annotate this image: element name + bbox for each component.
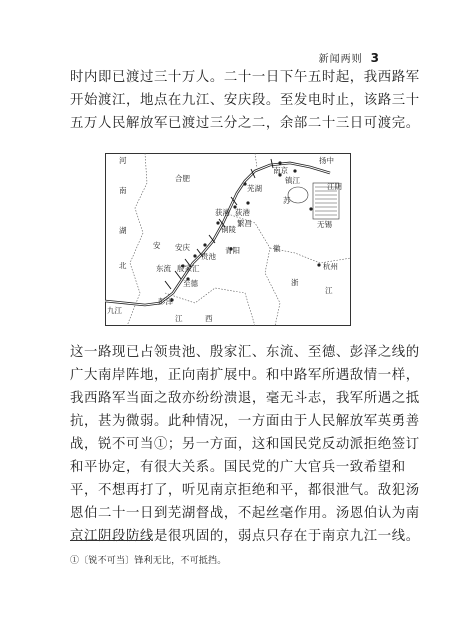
map-label: 河 bbox=[119, 156, 127, 165]
map-label: 彭泽 bbox=[158, 297, 173, 306]
map-label: 合肥 bbox=[175, 174, 190, 183]
text-line: 我西路军当面之敌亦纷纷溃退，毫无斗志，我军所遇之抵 bbox=[70, 391, 420, 406]
text-line: 这一路现已占领贵池、殷家汇、东流、至德、彭泽之线的 bbox=[70, 345, 420, 360]
text-line: 平，不想再打了，听见南京拒绝和平，都很泄气。敌犯汤 bbox=[70, 483, 420, 498]
map-label: 芜湖 bbox=[247, 184, 262, 193]
running-header bbox=[319, 50, 380, 65]
map-label: 荻港 bbox=[235, 208, 250, 217]
map-label: 湖 bbox=[119, 226, 127, 235]
map-label: 至德 bbox=[183, 279, 198, 288]
map-label: 镇江 bbox=[285, 176, 300, 185]
map-label: 获港 bbox=[215, 208, 230, 217]
text-line: 开始渡江，地点在九江、安庆段。至发电时止，该路三十 bbox=[70, 93, 420, 108]
map-label: 安 bbox=[153, 241, 161, 250]
text-line: 和平协定，有很大关系。国民党的广大官兵一致希望和 bbox=[70, 460, 406, 475]
paragraph-1 bbox=[70, 66, 420, 135]
map-label: 贵池 bbox=[201, 252, 216, 261]
page-number: 3 bbox=[370, 51, 380, 65]
map-label: 九江 bbox=[107, 306, 122, 315]
map-label: 徽 bbox=[273, 244, 281, 253]
footnote: ①〔锐不可当〕锋利无比，不可抵挡。 bbox=[70, 556, 227, 566]
paragraph-2 bbox=[70, 341, 420, 548]
map-label: 江阴 bbox=[327, 182, 342, 191]
map-label: 浙 bbox=[291, 278, 299, 287]
map-label: 无锡 bbox=[317, 220, 332, 229]
text-line: 战，锐不可当①；另一方面，这和国民党反动派拒绝签订 bbox=[70, 437, 420, 452]
map-label: 西 bbox=[205, 314, 213, 323]
lake bbox=[288, 187, 308, 203]
map-label: 殷家汇 bbox=[177, 264, 200, 273]
map-label: 扬中 bbox=[319, 156, 334, 165]
map-label: 铜陵 bbox=[221, 225, 236, 234]
map-label: 江 bbox=[325, 286, 333, 295]
map-label: 东流 bbox=[156, 264, 171, 273]
text-line: 抗，甚为微弱。此种情况，一方面由于人民解放军英勇善 bbox=[70, 414, 420, 429]
map-label: 江 bbox=[175, 314, 183, 323]
map-label: 苏 bbox=[283, 196, 291, 205]
map-label: 青阳 bbox=[225, 246, 240, 255]
header-title: 新闻两则 bbox=[318, 54, 363, 65]
map-label: 安庆 bbox=[175, 243, 190, 252]
map-label: 南京 bbox=[273, 166, 288, 175]
map-label: 北 bbox=[119, 261, 127, 270]
text-line: 五万人民解放军已渡过三分之二，余部二十三日可渡完。 bbox=[70, 116, 420, 131]
text-line: 时内即已渡过三十万人。二十一日下午五时起，我西路军 bbox=[70, 70, 420, 85]
map-label: 繁昌 bbox=[237, 219, 252, 228]
footnote-rule bbox=[70, 540, 150, 541]
text-line: 恩伯二十一日到芜湖督战，不起丝毫作用。汤恩伯认为南 bbox=[70, 506, 420, 521]
text-line: 广大南岸阵地，正向南扩展中。和中路军所遇敌情一样， bbox=[70, 368, 420, 383]
text-line: 京江阴段防线是很巩固的，弱点只存在于南京九江一线。 bbox=[70, 529, 420, 544]
map-label: 杭州 bbox=[323, 262, 338, 271]
map-label: 南 bbox=[119, 186, 127, 195]
river-crossing-map bbox=[105, 153, 351, 326]
